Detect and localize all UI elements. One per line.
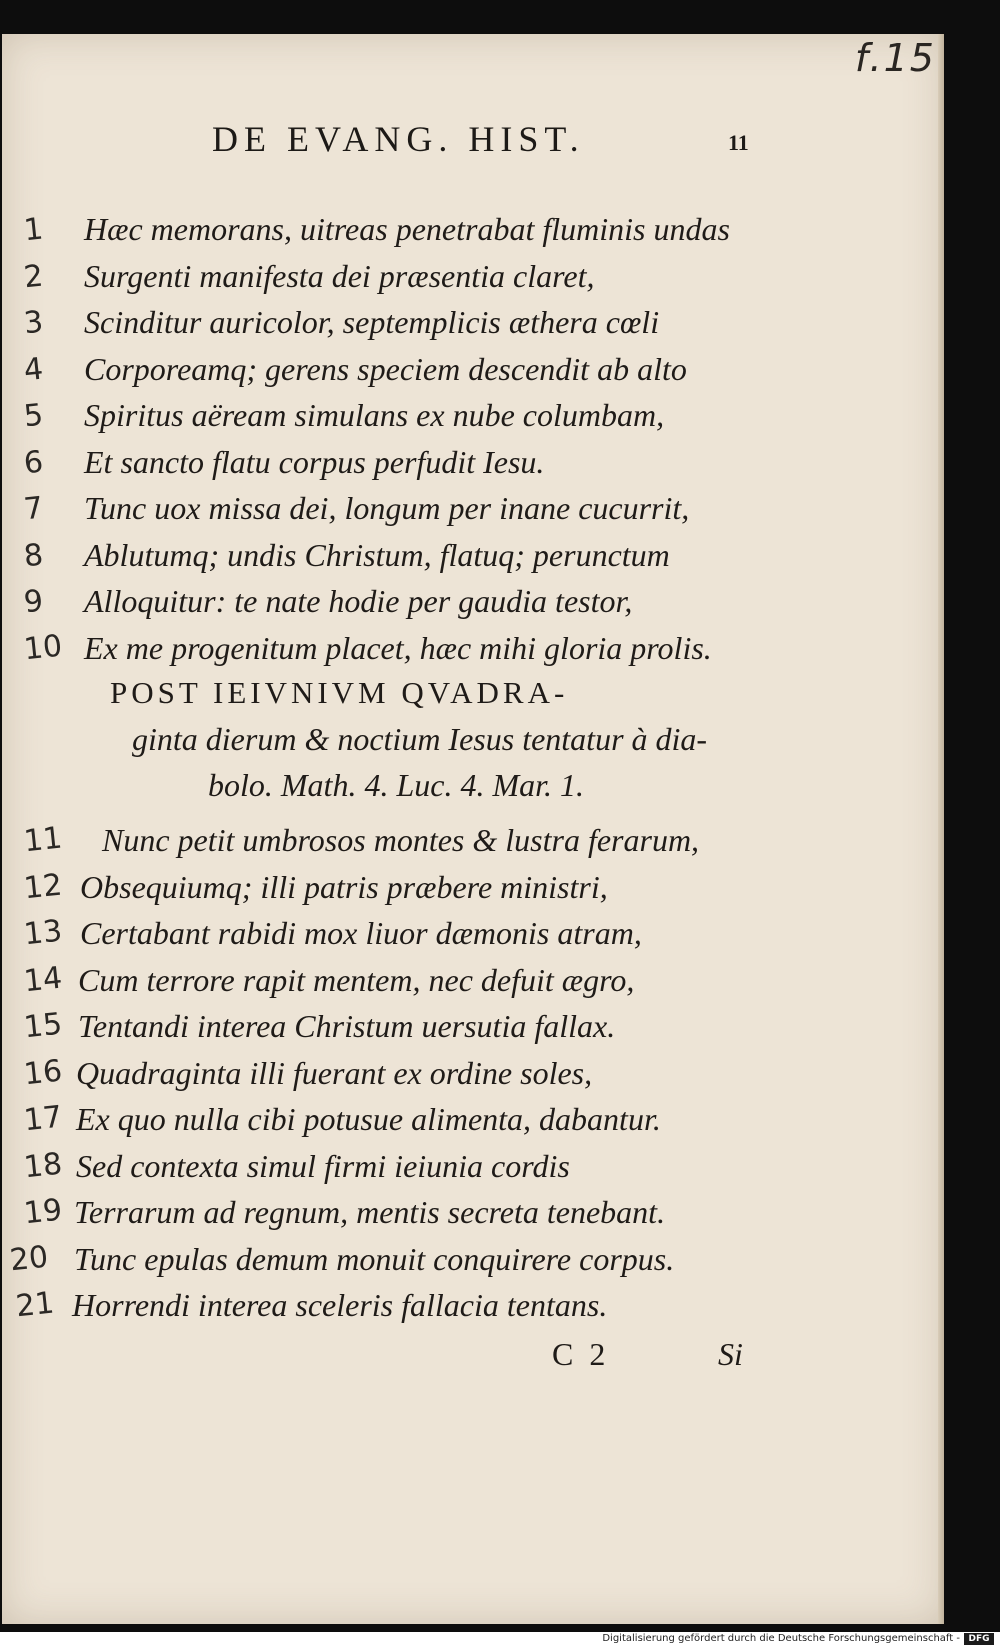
book-page xyxy=(2,34,944,1624)
line-number: 7 xyxy=(22,490,45,528)
signature-mark: C 2 xyxy=(552,1336,610,1372)
line-number: 1 xyxy=(22,211,45,249)
line-number: 2 xyxy=(22,258,45,295)
verse-line xyxy=(2,910,944,957)
verse-text: Scinditur auricolor, septemplicis æthera cœli xyxy=(84,304,660,340)
page-number: 11 xyxy=(728,130,749,155)
verse-text: Tunc epulas demum monuit conquirere corpus. xyxy=(74,1240,675,1277)
line-number: 13 xyxy=(22,913,64,953)
verse-text: Spiritus aëream simulans ex nube columbam, xyxy=(84,397,665,433)
line-number: 17 xyxy=(22,1099,64,1139)
verse-line xyxy=(2,1143,944,1190)
verse-line xyxy=(2,253,944,300)
verse-text: Nunc petit umbrosos montes & lustra ferarum, xyxy=(102,822,700,858)
line-number: 3 xyxy=(22,304,45,342)
verse-line xyxy=(2,1050,944,1097)
line-number: 14 xyxy=(22,960,64,999)
line-number: 16 xyxy=(22,1053,64,1092)
line-number: 12 xyxy=(22,867,64,906)
verse-text: Certabant rabidi mox liuor dæmonis atram, xyxy=(80,915,642,951)
line-number: 8 xyxy=(22,537,45,574)
verse-line xyxy=(2,439,944,486)
line-number: 4 xyxy=(22,351,45,388)
verse-text: Cum terrore rapit mentem, nec defuit ægro, xyxy=(78,961,635,998)
verse-text: Ablutumq; undis Christum, flatuq; perunctum xyxy=(84,536,670,573)
verse-line xyxy=(2,1189,944,1236)
line-number: 15 xyxy=(22,1006,64,1046)
line-number: 11 xyxy=(22,820,64,860)
verse-line xyxy=(2,578,944,625)
verse-line xyxy=(2,1003,944,1050)
line-number: 19 xyxy=(22,1192,64,1232)
section-title-line-1: POST IEIVNIVM QVADRA- xyxy=(110,675,569,710)
verse-text: Tentandi interea Christum uersutia fallax. xyxy=(78,1008,616,1044)
verse-text: Terrarum ad regnum, mentis secreta tenebant. xyxy=(74,1194,666,1230)
verse-text: Horrendi interea sceleris fallacia tentans. xyxy=(72,1287,608,1323)
section-title-line-2: ginta dierum & noctium Iesus tentatur à dia- xyxy=(132,721,708,757)
verse-text: Tunc uox missa dei, longum per inane cucurrit, xyxy=(84,490,690,526)
verse-text: Quadraginta illi fuerant ex ordine soles, xyxy=(76,1054,593,1091)
verse-text: Corporeamq; gerens speciem descendit ab alto xyxy=(84,350,687,387)
verse-line xyxy=(2,206,944,253)
verse-line xyxy=(2,346,944,393)
line-number: 10 xyxy=(22,628,64,667)
verse-list-bottom xyxy=(2,817,944,1329)
verse-list-top xyxy=(2,206,944,671)
verse-line xyxy=(2,957,944,1004)
verse-line xyxy=(2,625,944,672)
line-number: 20 xyxy=(8,1239,50,1278)
handwritten-folio-mark: f.15 xyxy=(854,36,936,80)
verse-text: Obsequiumq; illi patris præbere ministri, xyxy=(80,868,608,905)
verse-line xyxy=(2,817,944,864)
verse-text: Hæc memorans, uitreas penetrabat fluminis undas xyxy=(84,211,730,247)
verse-line xyxy=(2,392,944,439)
verse-text: Ex me progenitum placet, hæc mihi gloria prolis. xyxy=(84,629,712,666)
line-number: 18 xyxy=(22,1146,64,1185)
section-title-line-3: bolo. Math. 4. Luc. 4. Mar. 1. xyxy=(208,767,584,803)
verse-text: Alloquitur: te nate hodie per gaudia testor, xyxy=(84,583,633,619)
verse-line xyxy=(2,299,944,346)
verse-line xyxy=(2,1236,944,1283)
verse-text: Sed contexta simul firmi ieiunia cordis xyxy=(76,1147,570,1184)
verse-line xyxy=(2,1096,944,1143)
dfg-logo-icon: DFG xyxy=(964,1633,994,1645)
verse-line xyxy=(2,1282,944,1329)
line-number: 6 xyxy=(22,444,45,481)
line-number: 5 xyxy=(22,397,45,435)
running-head: DE EVANG. HIST. xyxy=(212,119,585,159)
verse-line xyxy=(2,532,944,579)
verse-text: Surgenti manifesta dei præsentia claret, xyxy=(84,257,595,294)
verse-line xyxy=(2,864,944,911)
funding-credit: Digitalisierung gefördert durch die Deutsche Forschungsgemeinschaft - xyxy=(602,1633,960,1644)
line-number: 21 xyxy=(14,1285,56,1325)
verse-text: Et sancto flatu corpus perfudit Iesu. xyxy=(84,443,545,480)
verse-line xyxy=(2,485,944,532)
line-number: 9 xyxy=(22,583,45,621)
verse-text: Ex quo nulla cibi potusue alimenta, dabantur. xyxy=(76,1101,661,1137)
catchword: Si xyxy=(718,1336,743,1372)
